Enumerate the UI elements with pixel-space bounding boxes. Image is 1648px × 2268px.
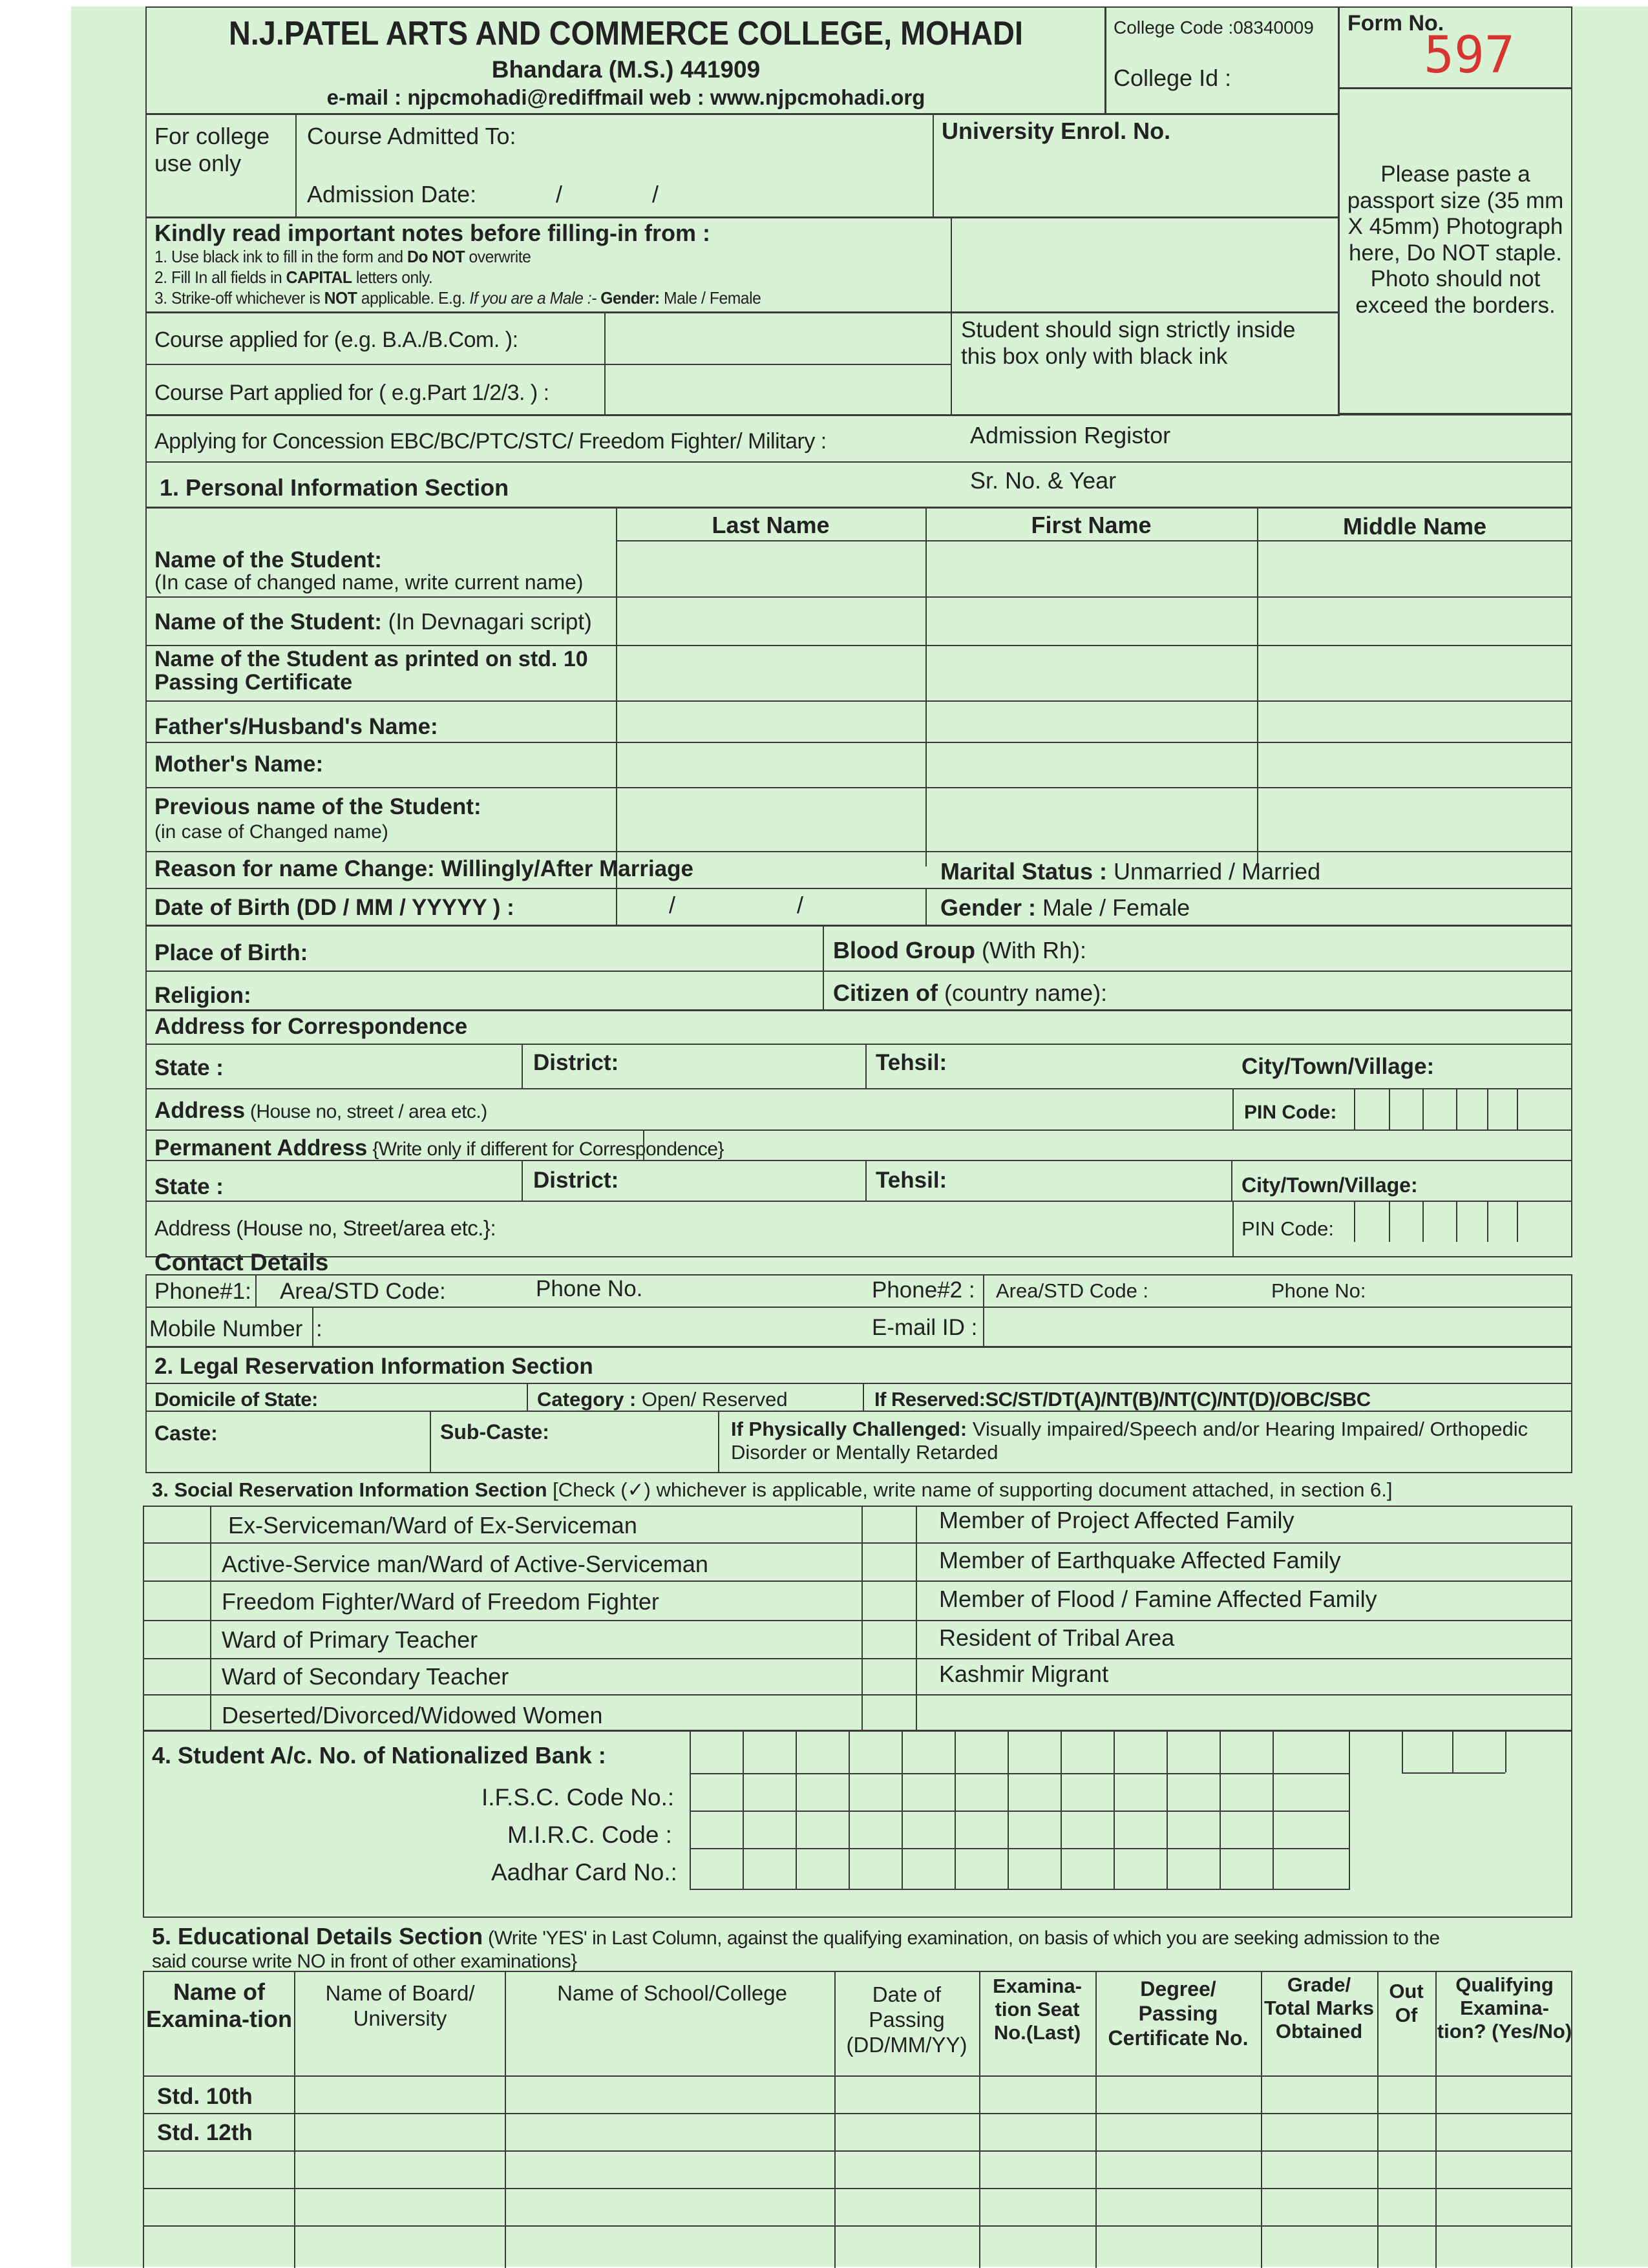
mother-name-label: Mother's Name: [154, 751, 324, 777]
previous-name-field[interactable] [617, 788, 1571, 850]
student-last-name[interactable] [617, 541, 925, 596]
devnagari-name-field[interactable] [617, 598, 1571, 644]
college-contact: e-mail : njpcmohadi@rediffmail web : www.njpcmohadi.org [326, 85, 925, 109]
name-change-reason: Reason for name Change: Willingly/After Marriage [154, 856, 694, 881]
section-2-heading: 2. Legal Reservation Information Section [154, 1354, 593, 1379]
date-sep-2: / [652, 181, 659, 207]
edu-std12-fields[interactable] [295, 2114, 1571, 2150]
previous-name-label: Previous name of the Student: [154, 794, 481, 819]
perm-city-label: City/Town/Village: [1241, 1173, 1418, 1197]
devnagari-name-label: Name of the Student: (In Devnagari script) [154, 609, 592, 635]
admission-date-label: Admission Date: [307, 181, 477, 207]
admission-register: Admission Registor [970, 422, 1171, 448]
social-checkbox-column-left[interactable] [145, 1507, 209, 1730]
edu-header-school: Name of School/College [557, 1981, 787, 2005]
edu-row-std10: Std. 10th [157, 2084, 253, 2109]
social-ex-serviceman: Ex-Serviceman/Ward of Ex-Serviceman [228, 1512, 637, 1538]
phone1-area-label: Area/STD Code: [280, 1279, 446, 1304]
caste-label: Caste: [154, 1422, 218, 1445]
middle-name-header: Middle Name [1342, 513, 1487, 540]
std10-name-field[interactable] [617, 646, 1571, 700]
dob-sep-2: / [797, 892, 804, 918]
phone2-label: Phone#2 : [872, 1277, 975, 1303]
mother-name-field[interactable] [617, 743, 1571, 786]
place-of-birth-label: Place of Birth: [154, 940, 308, 965]
section-5-heading-cont: said course write NO in front of other examinations} [152, 1951, 577, 1972]
student-first-name[interactable] [927, 541, 1256, 596]
previous-name-sub: (in case of Changed name) [154, 821, 388, 843]
subcaste-label: Sub-Caste: [440, 1420, 549, 1444]
edu-header-out-of: Out Of [1389, 1980, 1424, 2026]
student-name-sub: (In case of changed name, write current name) [154, 571, 584, 594]
social-kashmir-migrant: Kashmir Migrant [939, 1661, 1109, 1687]
note-1: 1. Use black ink to fill in the form and Do NOT overwrite [154, 247, 531, 266]
social-project-affected: Member of Project Affected Family [939, 1507, 1294, 1533]
perm-pin-label: PIN Code: [1241, 1217, 1335, 1240]
student-name-label: Name of the Student: [154, 547, 382, 572]
social-primary-teacher: Ward of Primary Teacher [222, 1626, 478, 1653]
college-place: Bhandara (M.S.) 441909 [491, 56, 761, 83]
course-part-label: Course Part applied for ( e.g.Part 1/2/3. ) : [154, 381, 549, 405]
social-box [143, 1506, 1572, 1732]
mobile-field[interactable] [315, 1308, 864, 1347]
social-tribal-area: Resident of Tribal Area [939, 1624, 1175, 1651]
section-1-heading: 1. Personal Information Section [160, 474, 509, 501]
college-use-only: For college use only [154, 123, 270, 177]
marital-status[interactable]: Marital Status : Unmarried / Married [940, 858, 1321, 885]
phone1-label: Phone#1: [154, 1279, 251, 1304]
form-no-value: 597 [1424, 26, 1515, 85]
college-id: College Id : [1114, 65, 1232, 91]
mobile-label: Mobile Number [149, 1316, 303, 1341]
social-secondary-teacher: Ward of Secondary Teacher [222, 1663, 509, 1690]
corr-pin-grid[interactable] [1354, 1088, 1572, 1129]
aadhar-label: Aadhar Card No.: [491, 1859, 677, 1885]
edu-header-exam: Name of Examina-tion [145, 1979, 293, 2033]
father-name-label: Father's/Husband's Name: [154, 714, 438, 739]
gender[interactable]: Gender : Male / Female [940, 894, 1190, 921]
perm-address-heading: Permanent Address {Write only if different for Correspondence} [154, 1135, 724, 1160]
perm-district-label: District: [533, 1168, 619, 1193]
concession-label: Applying for Concession EBC/BC/PTC/STC/ Freedom Fighter/ Military : [154, 429, 827, 454]
account-number-grid[interactable] [690, 1730, 1350, 1890]
first-name-header: First Name [1031, 512, 1152, 538]
perm-pin-grid[interactable] [1354, 1201, 1572, 1242]
phone2-area-label: Area/STD Code : [996, 1279, 1149, 1302]
perm-address-label: Address (House no, Street/area etc.}: [154, 1216, 496, 1240]
perm-state-label: State : [154, 1174, 224, 1199]
social-flood-affected: Member of Flood / Famine Affected Family [939, 1586, 1377, 1612]
mirc-label: M.I.R.C. Code : [507, 1822, 672, 1848]
last-name-header: Last Name [712, 512, 830, 538]
corr-address-heading: Address for Correspondence [154, 1014, 468, 1039]
physically-challenged: If Physically Challenged: Visually impaired/Speech and/or Hearing Impaired/ Orthopedic Disorder or Mentally Retarded [731, 1418, 1528, 1464]
section-4-heading: 4. Student A/c. No. of Nationalized Bank : [152, 1742, 606, 1769]
domicile-label: Domicile of State: [154, 1388, 318, 1411]
student-middle-name[interactable] [1258, 541, 1572, 596]
photo-instructions: Please paste a passport size (35 mm X 45mm) Photograph here, Do NOT staple. Photo should not exceed the borders. [1347, 162, 1564, 318]
section-5-heading: 5. Educational Details Section (Write 'YES' in Last Column, against the qualifying examination, on basis of which you are seeking admission to the [152, 1923, 1440, 1949]
signature-note: Student should sign strictly inside this box only with black ink [961, 317, 1296, 370]
social-checkbox-column-right[interactable] [863, 1507, 914, 1730]
social-deserted-women: Deserted/Divorced/Widowed Women [222, 1702, 603, 1728]
edu-header-date: Date of Passing (DD/MM/YY) [846, 1982, 967, 2057]
perm-tehsil-label: Tehsil: [876, 1168, 947, 1193]
course-part-field[interactable] [606, 365, 951, 415]
social-earthquake-affected: Member of Earthquake Affected Family [939, 1547, 1341, 1573]
phone1-no-label: Phone No. [536, 1276, 643, 1301]
phone2-no-label: Phone No: [1271, 1279, 1366, 1302]
religion-label: Religion: [154, 983, 251, 1008]
edu-header-marks: Grade/ Total Marks Obtained [1264, 1973, 1374, 2042]
corr-state-label: State : [154, 1055, 224, 1080]
corr-city-label: City/Town/Village: [1241, 1054, 1435, 1079]
corr-district-label: District: [533, 1050, 619, 1075]
social-freedom-fighter: Freedom Fighter/Ward of Freedom Fighter [222, 1588, 659, 1615]
edu-header-seat: Examina-tion Seat No.(Last) [993, 1975, 1082, 2044]
course-admitted-label: Course Admitted To: [307, 123, 516, 149]
reserved-label: If Reserved:SC/ST/DT(A)/NT(B)/NT(C)/NT(D)/OBC/SBC [874, 1388, 1371, 1411]
dob-sep-1: / [669, 892, 676, 918]
college-name: N.J.PATEL ARTS AND COMMERCE COLLEGE, MOHADI [229, 15, 1023, 52]
note-2: 2. Fill In all fields in CAPITAL letters only. [154, 268, 433, 287]
edu-header-certificate: Degree/ Passing Certificate No. [1108, 1977, 1249, 2050]
note-3: 3. Strike-off whichever is NOT applicable. E.g. If you are a Male :- Gender: Male / Female [154, 288, 761, 308]
father-name-field[interactable] [617, 702, 1571, 741]
mobile-colon: : [316, 1316, 322, 1341]
email-field[interactable] [986, 1308, 1571, 1347]
edu-std10-fields[interactable] [295, 2077, 1571, 2112]
ifsc-label: I.F.S.C. Code No.: [481, 1784, 675, 1811]
blood-group-label: Blood Group (With Rh): [833, 937, 1086, 963]
edu-header-board: Name of Board/ University [325, 1981, 475, 2030]
college-code: College Code :08340009 [1114, 17, 1314, 37]
citizen-label: Citizen of (country name): [833, 980, 1108, 1006]
sr-no-year: Sr. No. & Year [970, 467, 1117, 494]
std10-name-label: Name of the Student as printed on std. 10 Passing Certificate [154, 647, 588, 695]
social-active-service: Active-Service man/Ward of Active-Serviceman [222, 1551, 708, 1577]
form-no-label: Form No. [1347, 11, 1444, 36]
course-applied-field[interactable] [606, 313, 951, 364]
admission-form [145, 6, 1572, 2260]
edu-row-std12: Std. 12th [157, 2120, 253, 2145]
category-label: Category : Open/ Reserved [537, 1388, 788, 1411]
notes-heading: Kindly read important notes before filling-in from : [154, 220, 711, 246]
enrol-label: University Enrol. No. [942, 118, 1171, 144]
section-3-heading: 3. Social Reservation Information Section [Check (✓) whichever is applicable, write name of supporting document attached, in section 6.] [152, 1478, 1393, 1501]
edu-header-qualifying: Qualifying Examina-tion? (Yes/No) [1437, 1973, 1572, 2042]
signature-box[interactable] [952, 313, 1338, 415]
email-label: E-mail ID : [872, 1315, 978, 1340]
course-applied-label: Course applied for (e.g. B.A./B.Com. ): [154, 328, 518, 352]
contact-heading: Contact Details [154, 1249, 329, 1276]
corr-tehsil-label: Tehsil: [876, 1050, 947, 1075]
corr-pin-label: PIN Code: [1244, 1102, 1337, 1123]
corr-address-label: Address (House no, street / area etc.) [154, 1098, 487, 1123]
date-sep-1: / [556, 181, 563, 207]
dob-label: Date of Birth (DD / MM / YYYYY ) : [154, 895, 514, 920]
